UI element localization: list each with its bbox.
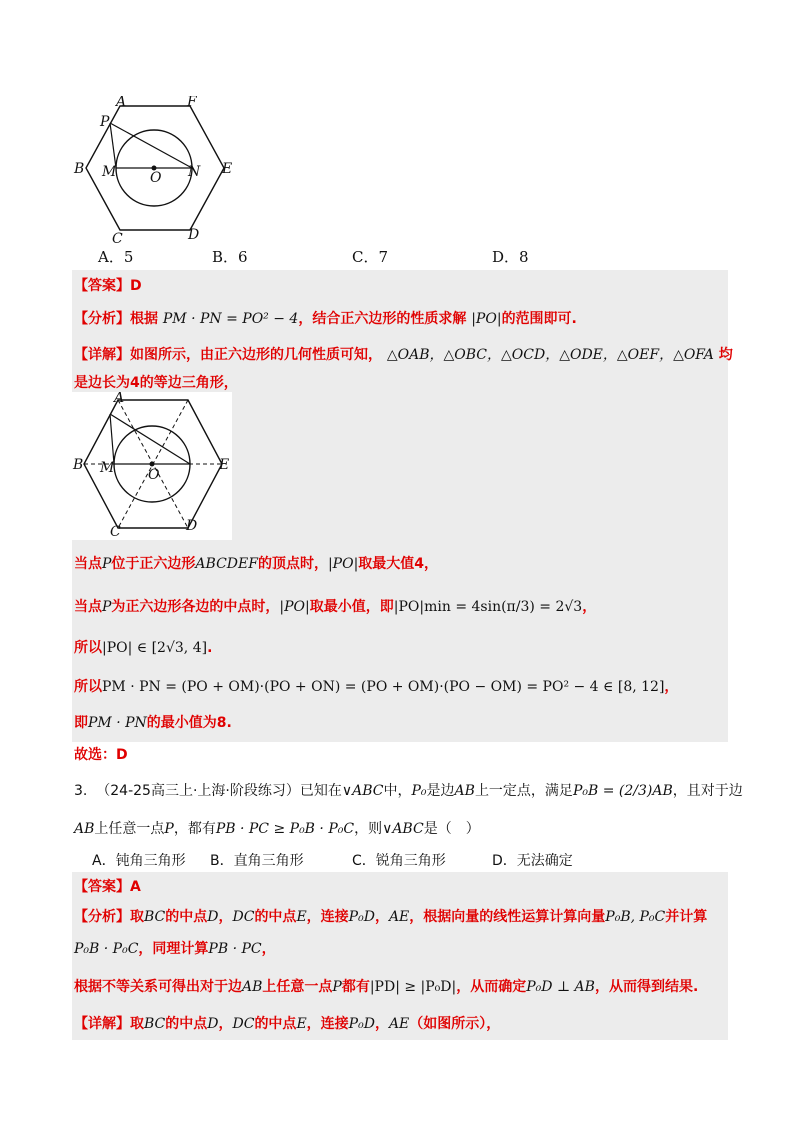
analysis-tag: 【分析】 <box>74 311 130 327</box>
var: D <box>207 1016 219 1032</box>
text: （如图所示）， <box>409 1016 501 1032</box>
q3-option-a[interactable]: A．钝角三角形 <box>92 853 186 869</box>
q3-stem-line2 <box>74 818 480 838</box>
label-D-2: D <box>186 518 198 534</box>
label-E-2: E <box>219 457 230 473</box>
condition: P₀B = (2/3)AB <box>572 783 673 799</box>
q3-analysis-line1 <box>74 906 707 926</box>
text: 取最大值4， <box>358 556 439 572</box>
text: 上任意一点 <box>94 821 165 837</box>
label-P: P <box>100 114 110 130</box>
text: 当点 <box>74 556 102 572</box>
text: 所以 <box>74 640 102 656</box>
detail-triangles: △OAB，△OBC，△OCD，△ODE，△OEF，△OFA <box>386 347 714 363</box>
detail-text: 如图所示，由正六边形的几何性质可知， <box>130 347 382 363</box>
text: 为正六边形各边的中点时， <box>111 599 280 615</box>
expr-PO: |PO| <box>279 599 310 615</box>
min-formula: |PO|min = 4sin(π/3) = 2√3 <box>393 599 583 615</box>
text: ， <box>374 909 389 925</box>
text: 即 <box>74 715 88 731</box>
analysis-tag: 【分析】 <box>74 909 130 925</box>
text: ， <box>218 1016 233 1032</box>
q2-options <box>98 246 618 268</box>
q3-answer <box>74 876 141 896</box>
q3-detail-line1 <box>74 1013 500 1033</box>
analysis-formula: PM · PN = PO² − 4 <box>162 311 299 327</box>
var: AB <box>242 979 263 995</box>
text: 位于正六边形 <box>111 556 196 572</box>
perpendicular: P₀D ⊥ AB <box>526 979 595 995</box>
q3-stem-line1 <box>74 780 743 800</box>
q2-detail-line7 <box>74 712 232 732</box>
text: ，都有 <box>173 821 216 837</box>
q2-option-b[interactable]: B．6 <box>212 248 248 266</box>
text: ，从而得到结果. <box>594 979 699 995</box>
text: 取 <box>130 1016 144 1032</box>
var: BC <box>144 909 166 925</box>
var: AE <box>388 1016 410 1032</box>
label-C-2: C <box>110 524 121 540</box>
answer-tag: 【答案】 <box>74 879 130 895</box>
var-P: P <box>102 599 112 615</box>
text: 的中点 <box>165 909 208 925</box>
label-O: O <box>150 170 162 186</box>
text: ，则 <box>354 821 383 837</box>
dot-product-formula: PM · PN = (PO + OM)·(PO + ON) = (PO + OM)·(PO − OM) = PO² − 4 ∈ [8, 12] <box>102 679 665 695</box>
text: ，连接 <box>306 1016 349 1032</box>
q3-options <box>92 850 652 870</box>
q2-detail-line6 <box>74 676 678 696</box>
detail-tag: 【详解】 <box>74 1016 130 1032</box>
inequality: |PD| ≥ |P₀D| <box>369 979 457 995</box>
detail-end: 均 <box>718 347 733 363</box>
var: P <box>164 821 174 837</box>
text: ，连接 <box>306 909 349 925</box>
text: 是（ ） <box>423 821 480 837</box>
text: 中， <box>383 783 412 799</box>
expr: PM · PN <box>88 715 147 731</box>
var-P: P <box>102 556 112 572</box>
triangle: ∨ABC <box>341 783 384 799</box>
text: ， <box>261 941 276 957</box>
label-M: M <box>102 164 117 180</box>
text: ， <box>582 599 597 615</box>
q3-option-b[interactable]: B．直角三角形 <box>210 853 304 869</box>
var: DC <box>232 909 255 925</box>
text: 的顶点时， <box>257 556 328 572</box>
var: P <box>332 979 342 995</box>
vectors: P₀B, P₀C <box>605 909 666 925</box>
text: 的最小值为8. <box>146 715 232 731</box>
q3-analysis-line2 <box>74 938 276 958</box>
text: 上一定点，满足 <box>474 783 573 799</box>
label-A-2: A <box>114 392 125 406</box>
q2-analysis <box>74 308 577 328</box>
text: 并计算 <box>665 909 708 925</box>
text: 上任意一点 <box>262 979 333 995</box>
text: 取 <box>130 909 144 925</box>
text: ，同理计算 <box>138 941 209 957</box>
hexagon-figure-1 <box>72 96 242 246</box>
text: . <box>207 640 213 656</box>
q3-option-c[interactable]: C．锐角三角形 <box>352 853 446 869</box>
range-formula: |PO| ∈ [2√3, 4] <box>102 640 208 656</box>
center-dot-2 <box>150 462 155 467</box>
var: E <box>296 909 307 925</box>
text: 取最小值，即 <box>309 599 394 615</box>
label-A: A <box>116 96 127 110</box>
text: 的中点 <box>254 1016 297 1032</box>
label-M-2: M <box>100 460 115 476</box>
q2-detail-line3 <box>74 553 438 573</box>
text: 根据不等关系可得出对于边 <box>74 979 242 995</box>
label-B: B <box>74 161 85 177</box>
q2-option-d[interactable]: D．8 <box>492 248 529 266</box>
q2-answer <box>74 275 142 295</box>
analysis-text-3: 的范围即可. <box>501 311 577 327</box>
var: BC <box>144 1016 166 1032</box>
expr-PO: |PO| <box>327 556 359 572</box>
text: ， <box>664 679 679 695</box>
text: 是边 <box>426 783 455 799</box>
detail-tag: 【详解】 <box>74 347 130 363</box>
final-choice: 故选：D <box>74 747 128 763</box>
text: 的中点 <box>254 909 297 925</box>
label-F: F <box>187 96 197 110</box>
text: ，且对于边 <box>672 783 743 799</box>
var: D <box>207 909 219 925</box>
text: ， <box>374 1016 389 1032</box>
label-O-2: O <box>148 467 160 483</box>
text: 当点 <box>74 599 102 615</box>
triangle: ∨ABC <box>382 821 424 837</box>
text: 都有 <box>341 979 370 995</box>
text: ， <box>218 909 233 925</box>
polygon-name: ABCDEF <box>195 556 258 572</box>
var: AE <box>388 909 410 925</box>
var: P₀D <box>348 909 375 925</box>
q2-detail-line8 <box>74 744 128 764</box>
var: P₀ <box>411 783 427 799</box>
q2-detail-line1 <box>74 344 733 364</box>
var: P₀D <box>348 1016 375 1032</box>
q3-option-d[interactable]: D．无法确定 <box>492 853 573 869</box>
q3-analysis-line3 <box>74 976 698 996</box>
label-B-2: B <box>73 457 84 473</box>
var: AB <box>454 783 475 799</box>
segment-PM <box>110 123 116 168</box>
label-E: E <box>222 161 233 177</box>
answer-tag: 【答案】 <box>74 278 130 294</box>
text: ，根据向量的线性运算计算向量 <box>409 909 606 925</box>
analysis-text: 根据 <box>130 311 158 327</box>
expr: P₀B · P₀C <box>74 941 139 957</box>
q2-option-c[interactable]: C．7 <box>352 248 389 266</box>
expr: PB · PC <box>208 941 262 957</box>
q2-option-a[interactable]: A．5 <box>98 248 134 266</box>
text: ，从而确定 <box>456 979 527 995</box>
var: E <box>296 1016 307 1032</box>
var: AB <box>74 821 95 837</box>
question-number: 3. <box>74 783 88 799</box>
label-D: D <box>188 227 200 243</box>
answer-value: A <box>130 879 141 895</box>
text: 所以 <box>74 679 102 695</box>
answer-value: D <box>130 278 142 294</box>
q2-detail-line4 <box>74 596 596 616</box>
detail-line2: 是边长为4的等边三角形， <box>74 375 238 391</box>
q2-detail-line5 <box>74 637 212 657</box>
inequality: PB · PC ≥ P₀B · P₀C <box>215 821 355 837</box>
hexagon-figure-2 <box>72 392 232 540</box>
text: （24-25高三上·上海·阶段练习）已知在 <box>96 783 342 799</box>
label-C: C <box>112 231 123 246</box>
label-N: N <box>188 164 201 180</box>
text: 的中点 <box>165 1016 208 1032</box>
analysis-expr: |PO| <box>471 311 502 327</box>
var: DC <box>232 1016 255 1032</box>
analysis-text-2: ，结合正六边形的性质求解 <box>298 311 467 327</box>
q2-detail-line2 <box>74 372 238 392</box>
